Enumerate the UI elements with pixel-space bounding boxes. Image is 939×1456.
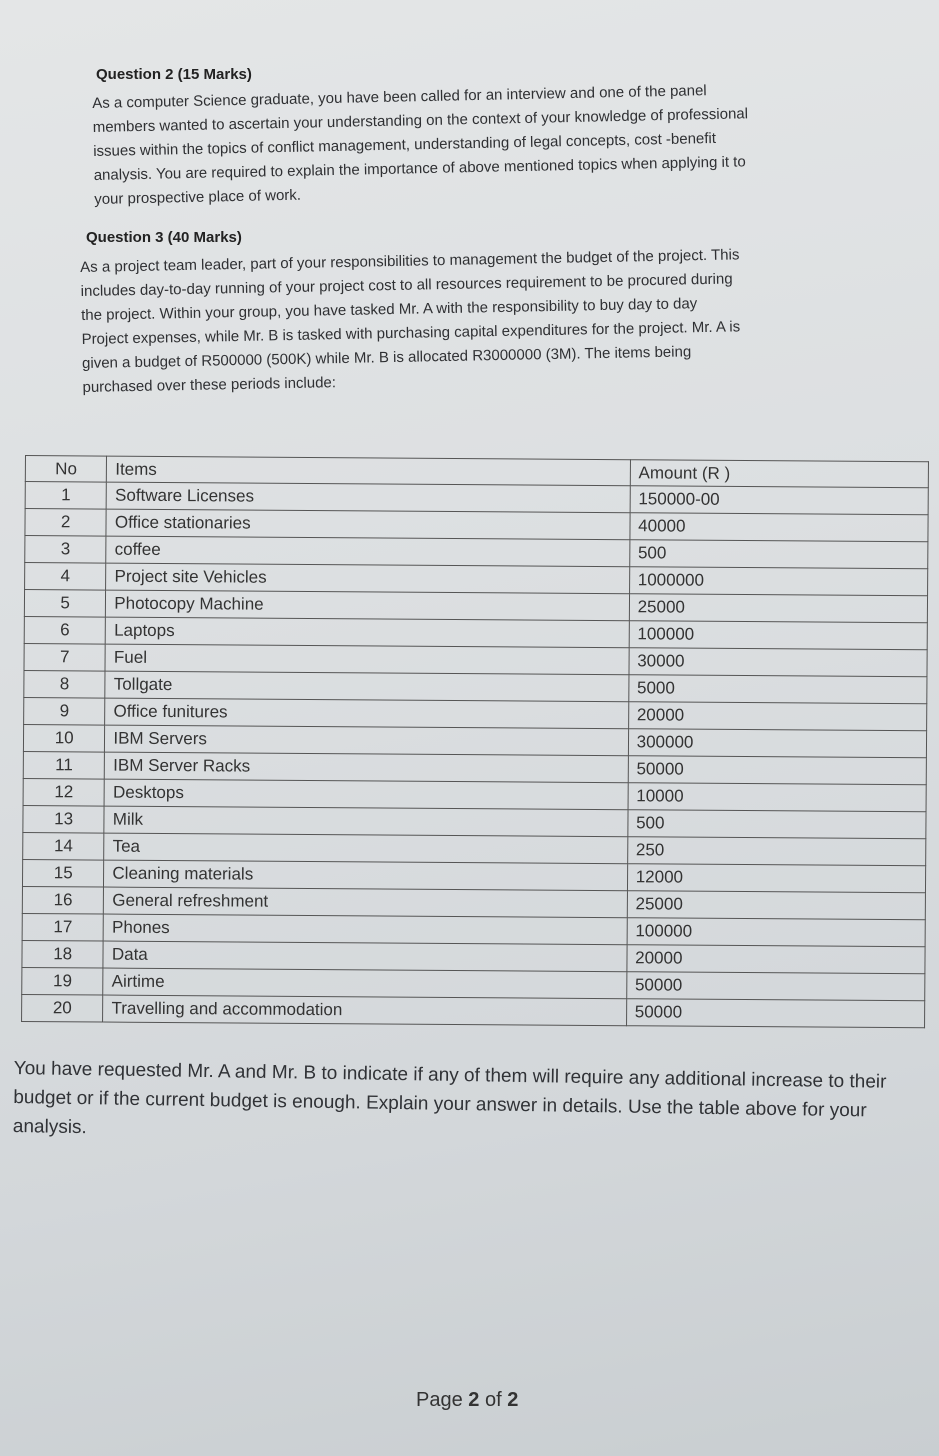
row-number-cell: 7 (24, 643, 106, 671)
row-number-cell: 17 (22, 913, 104, 941)
row-number-cell: 1 (25, 482, 107, 510)
question-2-line: your prospective place of work. (94, 186, 302, 208)
row-amount-cell: 1000000 (629, 567, 928, 596)
row-item-cell: Fuel (105, 644, 628, 675)
question-3-line: the project. Within your group, you have tasked Mr. A with the responsibility to buy day to day (80, 295, 698, 324)
row-item-cell: coffee (106, 536, 629, 567)
row-amount-cell: 500 (629, 540, 928, 569)
row-number-cell: 11 (23, 751, 105, 779)
row-item-cell: Tollgate (105, 671, 628, 702)
row-amount-cell: 100000 (627, 918, 926, 947)
row-number-cell: 3 (25, 536, 107, 564)
row-amount-cell: 50000 (626, 972, 925, 1001)
row-number-cell: 9 (24, 697, 106, 725)
analysis-instruction: You have requested Mr. A and Mr. B to indicate if any of them will require any additional increase to their budget or if the current budget is enough. Explain your answer in details. Use the table above for your analysis. (12, 1057, 887, 1139)
question-2-line: As a computer Science graduate, you have been called for an interview and one of the panel (92, 82, 707, 112)
row-item-cell: IBM Server Racks (105, 752, 628, 783)
row-item-cell: Airtime (103, 968, 626, 999)
row-item-cell: IBM Servers (105, 725, 628, 756)
question-2-body (92, 75, 884, 212)
page-prefix: Page (416, 1389, 463, 1411)
page-total: 2 (507, 1389, 519, 1411)
row-item-cell: Project site Vehicles (106, 563, 629, 594)
question-2-title: Question 2 (15 Marks) (96, 66, 252, 83)
row-item-cell: Office stationaries (106, 509, 629, 540)
row-item-cell: Photocopy Machine (106, 590, 629, 621)
page-separator: of (484, 1389, 502, 1411)
row-number-cell: 8 (24, 670, 106, 698)
page-number (416, 1389, 518, 1412)
budget-items-table (21, 455, 929, 1028)
row-number-cell: 14 (23, 832, 105, 860)
row-number-cell: 12 (23, 778, 105, 806)
row-number-cell: 13 (23, 805, 105, 833)
question-2-line: analysis. You are required to explain the importance of above mentioned topics when applying it to (93, 153, 746, 184)
row-number-cell: 5 (24, 590, 106, 618)
question-2-line: issues within the topics of conflict management, understanding of legal concepts, cost -benefit (93, 129, 717, 160)
header-no: No (25, 456, 107, 483)
row-item-cell: Cleaning materials (104, 860, 627, 891)
row-amount-cell: 50000 (628, 756, 927, 785)
row-amount-cell: 20000 (628, 702, 927, 731)
row-number-cell: 6 (24, 616, 106, 644)
row-amount-cell: 30000 (629, 648, 928, 677)
row-amount-cell: 25000 (627, 891, 926, 920)
row-number-cell: 4 (25, 563, 107, 591)
row-number-cell: 19 (22, 967, 104, 995)
row-number-cell: 10 (23, 724, 105, 752)
row-item-cell: General refreshment (104, 887, 627, 918)
table-row (22, 994, 925, 1027)
question-3-line: As a project team leader, part of your responsibilities to management the budget of the project. This (80, 246, 740, 276)
row-amount-cell: 100000 (629, 621, 928, 650)
question-3-title: Question 3 (40 Marks) (86, 229, 242, 246)
row-item-cell: Software Licenses (106, 482, 629, 513)
page-current: 2 (468, 1389, 480, 1411)
question-3-line: purchased over these periods include: (82, 374, 337, 396)
row-number-cell: 16 (22, 886, 104, 914)
row-item-cell: Office funitures (105, 698, 628, 729)
row-item-cell: Desktops (104, 779, 627, 810)
row-amount-cell: 500 (628, 810, 927, 839)
question-3-line: given a budget of R500000 (500K) while Mr. B is allocated R3000000 (3M). The items being (81, 343, 692, 372)
row-item-cell: Laptops (106, 617, 629, 648)
row-amount-cell: 5000 (628, 675, 927, 704)
row-amount-cell: 300000 (628, 729, 927, 758)
row-amount-cell: 25000 (629, 594, 928, 623)
header-amount: Amount (R ) (630, 460, 929, 488)
table-body (22, 482, 929, 1028)
row-item-cell: Travelling and accommodation (103, 995, 626, 1026)
row-amount-cell: 50000 (626, 999, 925, 1028)
row-amount-cell: 12000 (627, 864, 926, 893)
question-3-body (80, 241, 883, 400)
row-item-cell: Phones (103, 914, 626, 945)
row-amount-cell: 40000 (630, 513, 929, 542)
row-number-cell: 18 (22, 940, 104, 968)
question-3-line: includes day-to-day running of your project cost to all resources requirement to be procured during (80, 270, 733, 300)
row-amount-cell: 10000 (628, 783, 927, 812)
row-item-cell: Tea (104, 833, 627, 864)
row-number-cell: 20 (22, 994, 104, 1022)
row-number-cell: 15 (22, 859, 104, 887)
row-amount-cell: 150000-00 (630, 486, 929, 515)
question-2-line: members wanted to ascertain your understanding on the context of your knowledge of professional (92, 105, 749, 136)
row-amount-cell: 20000 (627, 945, 926, 974)
row-amount-cell: 250 (627, 837, 926, 866)
row-item-cell: Milk (104, 806, 627, 837)
row-item-cell: Data (103, 941, 626, 972)
question-3-line: Project expenses, while Mr. B is tasked with purchasing capital expenditures for the project. Mr. A is (81, 318, 741, 348)
header-items: Items (107, 456, 630, 486)
row-number-cell: 2 (25, 509, 107, 537)
